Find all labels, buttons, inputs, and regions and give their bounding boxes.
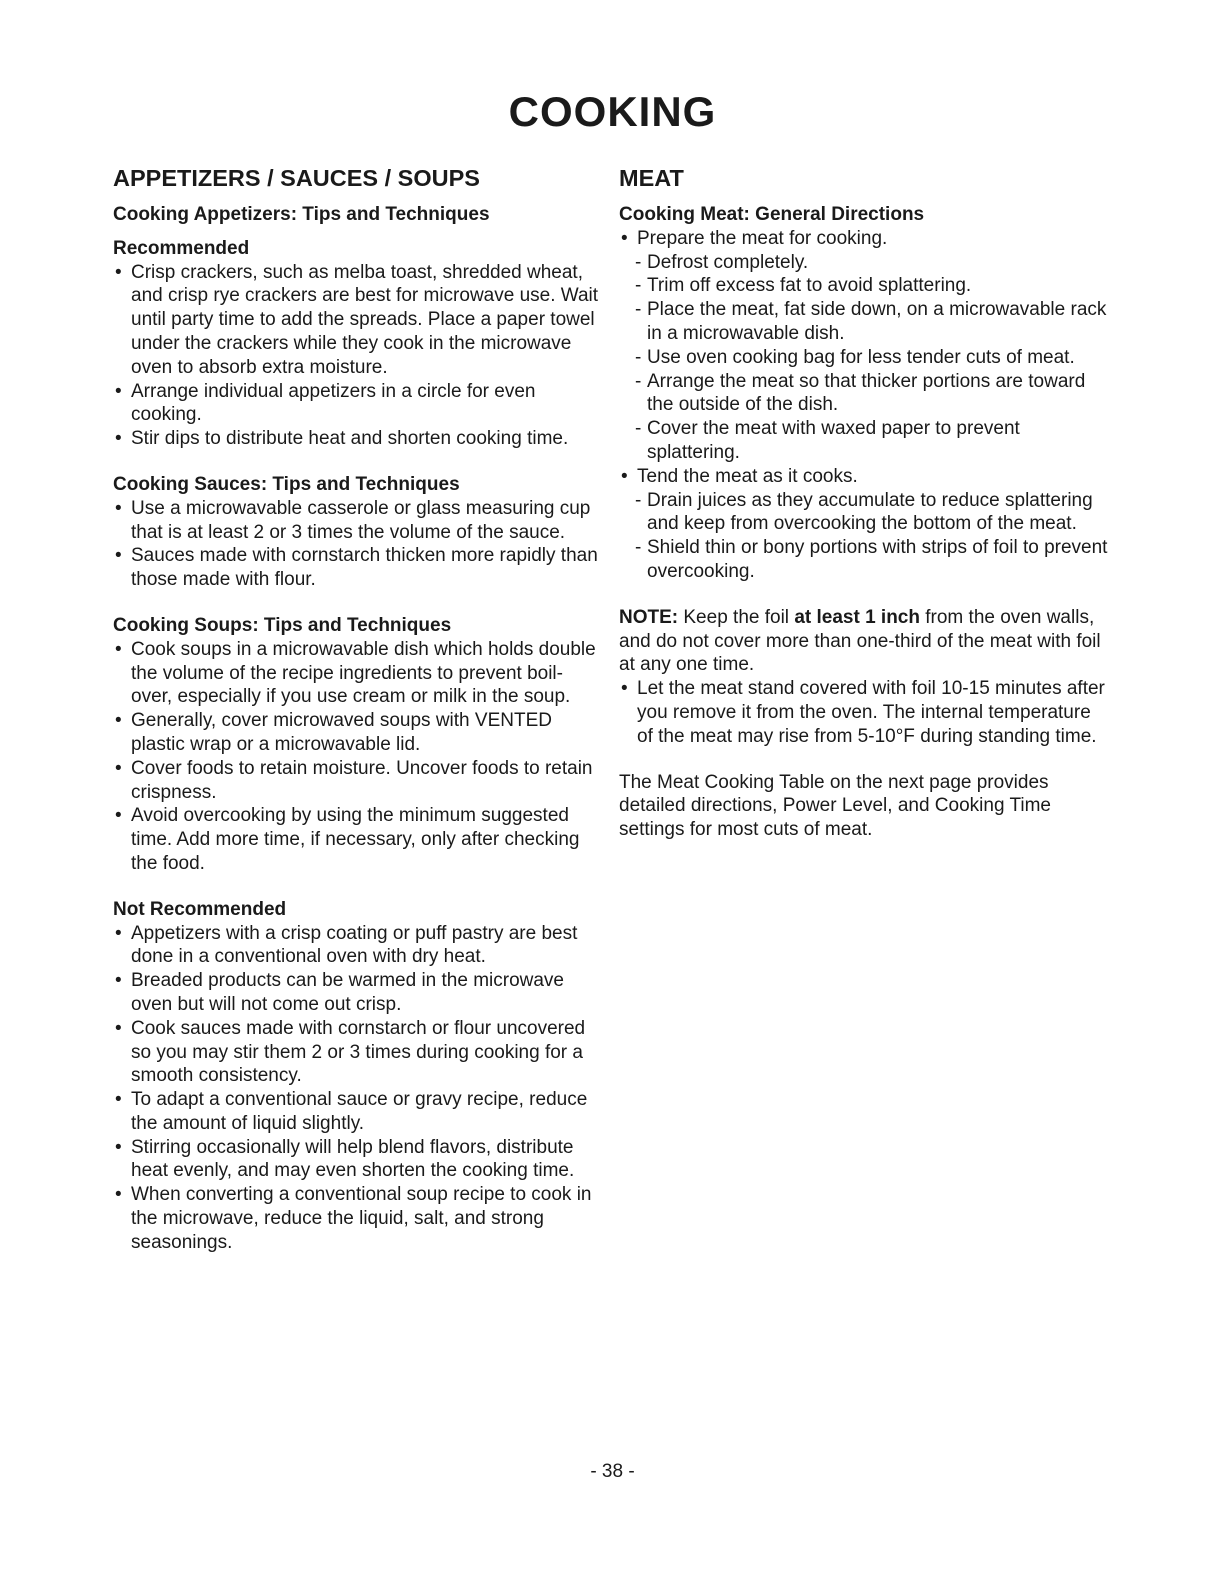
page-title: COOKING [508, 88, 717, 135]
right-column [619, 163, 1109, 842]
tend-steps-list [619, 489, 1109, 584]
list-item: - Trim off excess fat to avoid splattering. [619, 274, 1109, 298]
list-item: • Crisp crackers, such as melba toast, shredded wheat, and crisp rye crackers are best for microwave use. Wait until party time to add the spreads. Place a paper towel under the crackers while they cook in the microwave oven to absorb extra moisture. [113, 261, 603, 380]
recommended-list [113, 261, 603, 451]
list-item: • Generally, cover microwaved soups with VENTED plastic wrap or a microwavable lid. [113, 709, 603, 757]
soups-list [113, 638, 603, 876]
note-text: Keep the foil [678, 606, 795, 628]
list-item: • Appetizers with a crisp coating or puff pastry are best done in a conventional oven with dry heat. [113, 922, 603, 970]
list-item: - Use oven cooking bag for less tender cuts of meat. [619, 346, 1109, 370]
page-number: - 38 - [590, 1461, 635, 1482]
list-item: • Let the meat stand covered with foil 10-15 minutes after you remove it from the oven. The internal temperature of the meat may rise from 5-10°F during standing time. [619, 677, 1109, 748]
section-title-appetizers: APPETIZERS / SAUCES / SOUPS [113, 165, 480, 191]
list-item: • Sauces made with cornstarch thicken more rapidly than those made with flour. [113, 544, 603, 592]
list-item: - Arrange the meat so that thicker portions are toward the outside of the dish. [619, 370, 1109, 418]
list-item: - Cover the meat with waxed paper to prevent splattering. [619, 417, 1109, 465]
meat-directions-list [619, 227, 1109, 251]
list-item: - Shield thin or bony portions with strips of foil to prevent overcooking. [619, 536, 1109, 584]
list-item: • Breaded products can be warmed in the microwave oven but will not come out crisp. [113, 969, 603, 1017]
subheading-soups: Cooking Soups: Tips and Techniques [113, 614, 452, 636]
list-item: • To adapt a conventional sauce or gravy recipe, reduce the amount of liquid slightly. [113, 1088, 603, 1136]
meat-table-reference: The Meat Cooking Table on the next page provides detailed directions, Power Level, and Cooking Time settings for most cuts of meat. [619, 771, 1051, 841]
list-item: • Cover foods to retain moisture. Uncover foods to retain crispness. [113, 757, 603, 805]
list-item: - Drain juices as they accumulate to reduce splattering and keep from overcooking the bottom of the meat. [619, 489, 1109, 537]
section-title-meat: MEAT [619, 165, 684, 191]
subheading-sauces: Cooking Sauces: Tips and Techniques [113, 473, 460, 495]
note-text: from the oven walls, and do not cover more than one-third of the meat with foil at any one time. [619, 606, 1101, 676]
list-item: • Prepare the meat for cooking. [619, 227, 1109, 251]
note-emphasis: at least 1 inch [794, 606, 920, 628]
sauces-list [113, 497, 603, 592]
not-recommended-list [113, 922, 603, 1255]
list-item: • Cook soups in a microwavable dish which holds double the volume of the recipe ingredients to prevent boil-over, especially if you use cream or milk in the soup. [113, 638, 603, 709]
left-column [113, 163, 603, 1255]
list-item: • Avoid overcooking by using the minimum suggested time. Add more time, if necessary, only after checking the food. [113, 804, 603, 875]
stand-list [619, 677, 1109, 748]
list-item: • Cook sauces made with cornstarch or flour uncovered so you may stir them 2 or 3 times during cooking for a smooth consistency. [113, 1017, 603, 1088]
subheading-not-recommended: Not Recommended [113, 898, 287, 920]
subheading-recommended: Recommended [113, 237, 250, 259]
list-item: - Defrost completely. [619, 251, 1109, 275]
list-item: • When converting a conventional soup recipe to cook in the microwave, reduce the liquid, salt, and strong seasonings. [113, 1183, 603, 1254]
list-item: • Arrange individual appetizers in a circle for even cooking. [113, 380, 603, 428]
list-item: • Tend the meat as it cooks. [619, 465, 1109, 489]
list-item: • Use a microwavable casserole or glass measuring cup that is at least 2 or 3 times the volume of the sauce. [113, 497, 603, 545]
subheading-appetizers: Cooking Appetizers: Tips and Techniques [113, 204, 490, 225]
prepare-steps-list [619, 251, 1109, 465]
list-item: • Stirring occasionally will help blend flavors, distribute heat evenly, and may even shorten the cooking time. [113, 1136, 603, 1184]
note-label: NOTE: [619, 606, 679, 628]
note-paragraph [619, 606, 1109, 677]
subheading-meat-directions: Cooking Meat: General Directions [619, 204, 925, 225]
tend-list [619, 465, 1109, 489]
list-item: - Place the meat, fat side down, on a microwavable rack in a microwavable dish. [619, 298, 1109, 346]
list-item: • Stir dips to distribute heat and shorten cooking time. [113, 427, 603, 451]
